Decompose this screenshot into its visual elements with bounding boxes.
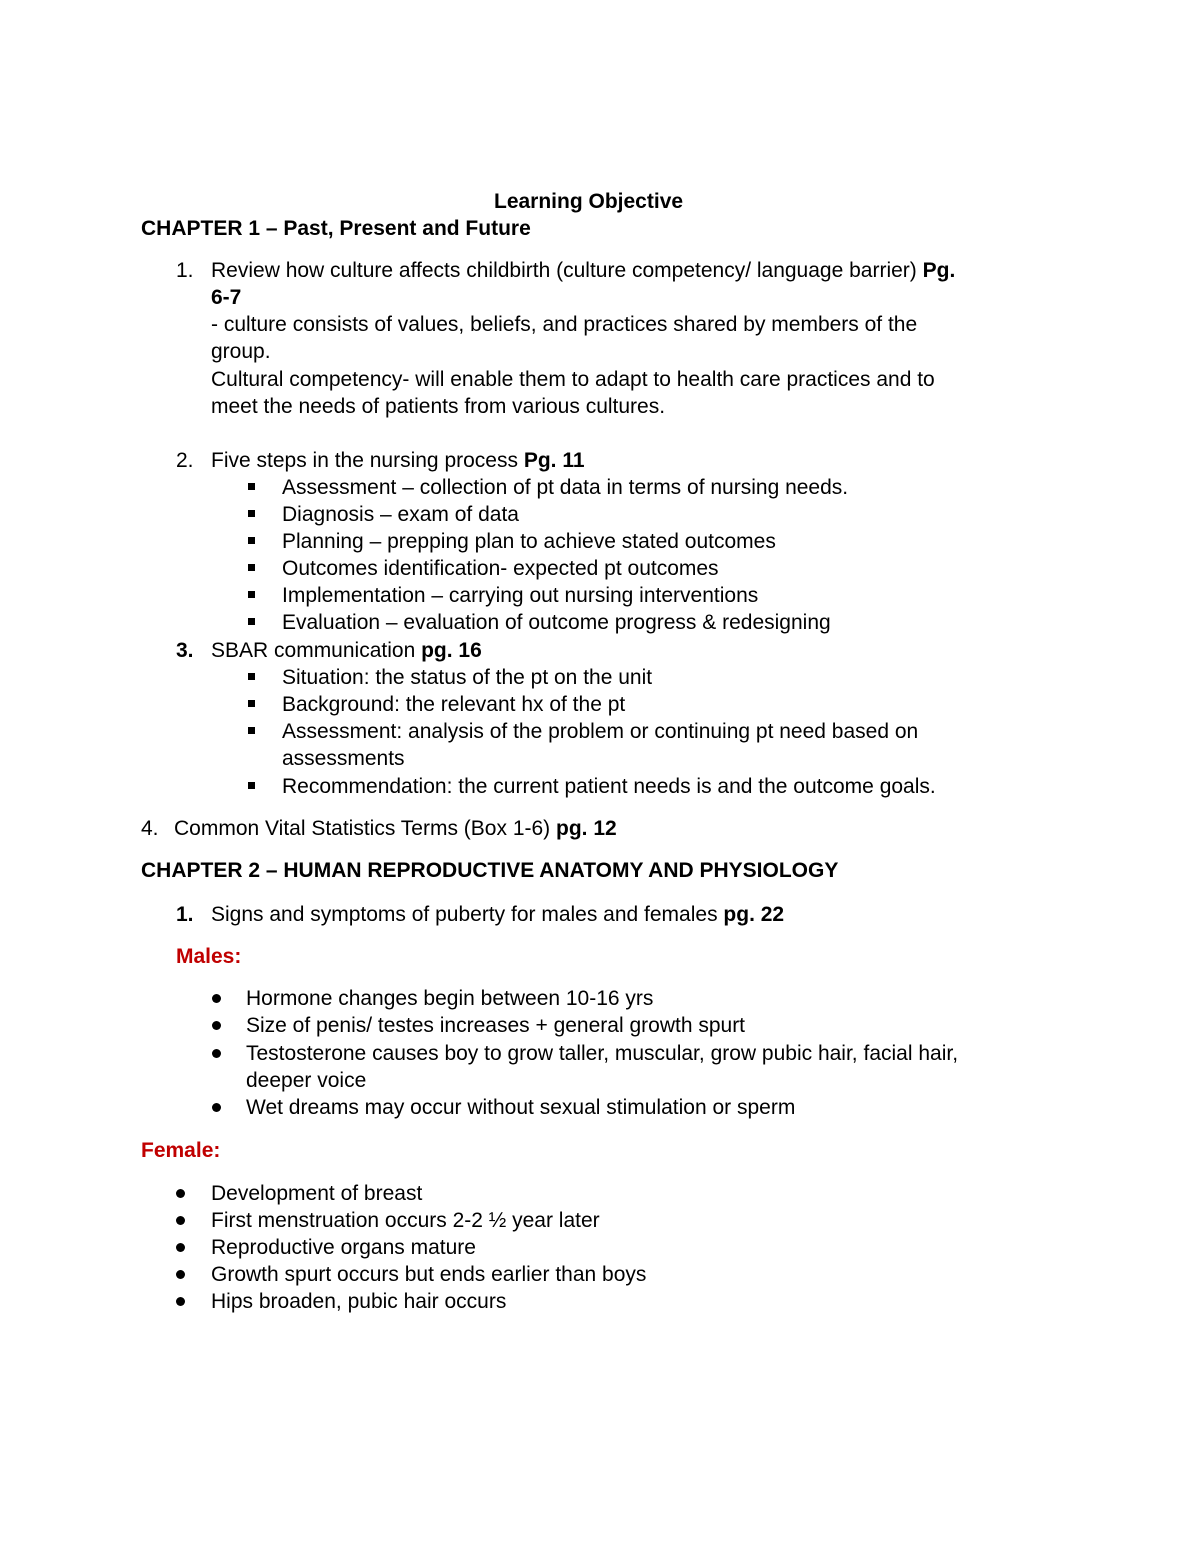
list-item: Reproductive organs mature <box>211 1236 476 1259</box>
item-4-page-ref: pg. 12 <box>556 817 617 840</box>
item-2-line <box>211 447 585 474</box>
chapter-2-item-1-line <box>211 901 784 928</box>
list-item: Diagnosis – exam of data <box>282 503 519 526</box>
round-bullet-icon <box>176 1243 185 1252</box>
list-item-cont: deeper voice <box>246 1069 367 1092</box>
list-item: Wet dreams may occur without sexual stimulation or sperm <box>246 1096 796 1119</box>
item-1-page-ref: Pg. <box>922 259 956 282</box>
item-4-text: Common Vital Statistics Terms (Box 1-6) <box>174 817 551 840</box>
round-bullet-icon <box>212 994 221 1003</box>
round-bullet-icon <box>176 1189 185 1198</box>
item-3-line <box>211 637 482 664</box>
round-bullet-icon <box>176 1297 185 1306</box>
item-2-text: Five steps in the nursing process <box>211 449 518 472</box>
square-bullet-icon <box>248 537 255 544</box>
item-2-page-ref: Pg. 11 <box>523 449 585 472</box>
square-bullet-icon <box>248 673 255 680</box>
list-item: Recommendation: the current patient needs is and the outcome goals. <box>282 775 936 798</box>
list-item: Assessment: analysis of the problem or continuing pt need based on <box>282 720 919 743</box>
document-title: Learning Objective <box>494 190 684 213</box>
list-item-cont: assessments <box>282 747 405 770</box>
round-bullet-icon <box>212 1049 221 1058</box>
item-number: 4. <box>141 817 159 840</box>
square-bullet-icon <box>248 483 255 490</box>
square-bullet-icon <box>248 618 255 625</box>
list-item: First menstruation occurs 2-2 ½ year later <box>211 1209 600 1232</box>
item-3-page-ref: pg. 16 <box>421 639 482 662</box>
chapter-2-item-1-page-ref: pg. 22 <box>723 903 785 926</box>
item-1-text: Review how culture affects childbirth (culture competency/ language barrier) <box>211 259 917 282</box>
item-4-line <box>174 815 617 842</box>
note-line: - culture consists of values, beliefs, and practices shared by members of the <box>211 313 918 336</box>
female-label: Female: <box>141 1139 221 1162</box>
list-item: Evaluation – evaluation of outcome progress & redesigning <box>282 611 831 634</box>
item-number: 3. <box>176 639 194 662</box>
list-item: Size of penis/ testes increases + general growth spurt <box>246 1014 746 1037</box>
list-item: Assessment – collection of pt data in terms of nursing needs. <box>282 476 849 499</box>
list-item: Situation: the status of the pt on the unit <box>282 666 653 689</box>
square-bullet-icon <box>248 591 255 598</box>
square-bullet-icon <box>248 700 255 707</box>
list-item: Background: the relevant hx of the pt <box>282 693 626 716</box>
item-number: 1. <box>176 903 194 926</box>
square-bullet-icon <box>248 782 255 789</box>
list-item: Planning – prepping plan to achieve stated outcomes <box>282 530 776 553</box>
chapter-1-heading: CHAPTER 1 – Past, Present and Future <box>141 217 531 240</box>
list-item: Hips broaden, pubic hair occurs <box>211 1290 507 1313</box>
item-number: 1. <box>176 259 194 282</box>
note-line: group. <box>211 340 271 363</box>
chapter-2-item-1-text: Signs and symptoms of puberty for males and females <box>211 903 718 926</box>
square-bullet-icon <box>248 727 255 734</box>
round-bullet-icon <box>212 1103 221 1112</box>
list-item: Outcomes identification- expected pt outcomes <box>282 557 719 580</box>
square-bullet-icon <box>248 564 255 571</box>
item-number: 2. <box>176 449 194 472</box>
list-item: Testosterone causes boy to grow taller, muscular, grow pubic hair, facial hair, <box>246 1042 959 1065</box>
males-label: Males: <box>176 945 242 968</box>
chapter-2-heading: CHAPTER 2 – HUMAN REPRODUCTIVE ANATOMY AND PHYSIOLOGY <box>141 859 839 882</box>
note-line: Cultural competency- will enable them to adapt to health care practices and to <box>211 368 935 391</box>
item-1-page-ref-cont: 6-7 <box>211 286 242 309</box>
square-bullet-icon <box>248 510 255 517</box>
item-1-line <box>211 257 955 284</box>
round-bullet-icon <box>212 1021 221 1030</box>
round-bullet-icon <box>176 1270 185 1279</box>
list-item: Development of breast <box>211 1182 423 1205</box>
list-item: Hormone changes begin between 10-16 yrs <box>246 987 654 1010</box>
item-3-text: SBAR communication <box>211 639 416 662</box>
list-item: Implementation – carrying out nursing interventions <box>282 584 759 607</box>
note-line: meet the needs of patients from various cultures. <box>211 395 666 418</box>
round-bullet-icon <box>176 1216 185 1225</box>
list-item: Growth spurt occurs but ends earlier than boys <box>211 1263 647 1286</box>
